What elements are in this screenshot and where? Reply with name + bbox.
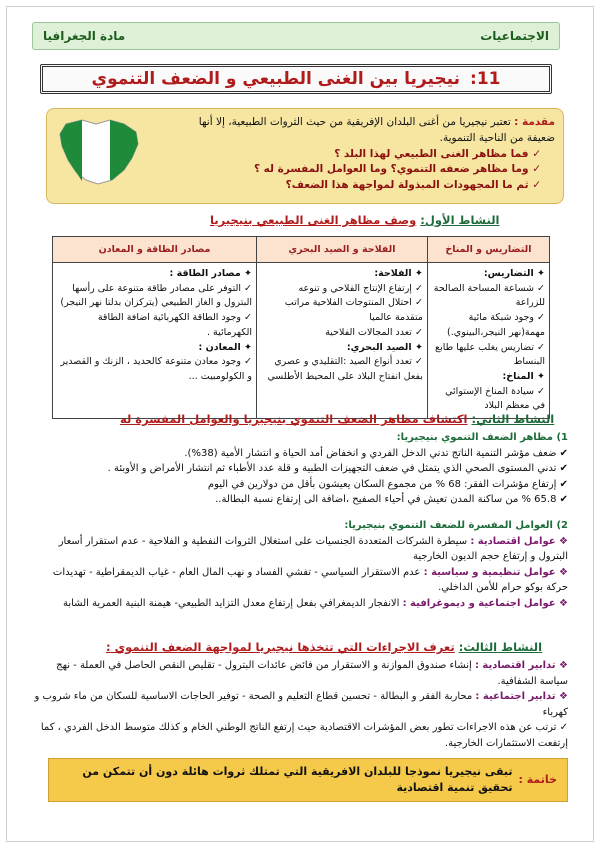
conclusion-key: خاتمة :: [518, 772, 557, 786]
table-cell-energy: ✦ مصادر الطاقة : ✓ التوفر على مصادر طاقة متنوعة على رأسها البترول و الغاز الطبيعي (يتركزان بدلتا نهر النيجر) ✓ وجود الطاقة الكهربائية اضافة الطاقة الكهرمائية . ✦ المعادن : ✓ وجود معادن متنوعة كالحديد ، الزنك و القصدير و الكولومبيت ...: [53, 263, 257, 419]
table-header-energy: مصادر الطاقة و المعادن: [53, 237, 257, 263]
activity-3-heading: النشاط الثالث: تعرف الاجراءات التي تتخذها نيجيريا لمواجهة الضعف التنموي :: [106, 640, 543, 654]
table-header-relief: التضاريس و المناخ: [427, 237, 549, 263]
header-bar: [32, 22, 560, 50]
natural-wealth-table: [52, 236, 550, 419]
lesson-title: [40, 64, 552, 94]
activity-2-heading: النشاط الثاني: اكتشاف مظاهر الضعف التنموي بنيجيريا والعوامل المفسرة له: [120, 412, 555, 426]
intro-key: مقدمة :: [514, 116, 555, 128]
table-cell-relief: ✦ التضاريس: ✓ شساعة المساحة الصالحة للزراعة ✓ وجود شبكة مائية مهمة(نهر النيجر،البينوي.) ✓ تضاريس يغلب عليها طابع البنساط ✦ المناخ: ✓ سيادة المناخ الإستوائي في معظم البلاد: [427, 263, 549, 419]
factors-title: 2) العوامل المفسرة للضعف التنموي بنيجيريا:: [344, 520, 568, 531]
conclusion-text: تبقى نيجيريا نموذجا للبلدان الافريقية التي تمتلك ثروات هائلة دون أن تتمكن من تحقيق تنمية اقتصادية: [82, 764, 513, 794]
weakness-title: 1) مظاهر الضعف التنموي بنيجيريا:: [396, 432, 568, 443]
weakness-section: [34, 430, 568, 508]
lesson-number: 11:: [470, 69, 501, 89]
factor-economic: ❖ عوامل اقتصادية : سيطرة الشركات المتعددة الجنسيات على استغلال الثروات النفطية و الفلاحية - عدم استقرار أسعار البترول و إرتفاع حجم الديون الخارجية: [58, 535, 568, 562]
nigeria-map-icon: [52, 114, 144, 188]
measure-social: ❖ تدابير اجتماعية : محاربة الفقر و البطالة - تحسين قطاع التعليم و الصحة - توفير الحاجات الاساسية للسكان من ماء شروب و كهرباء: [34, 691, 568, 718]
measure-result: ✓ ترتب عن هذه الاجراءات تطور بعض المؤشرات الاقتصادية حيث إرتفع الناتج الوطني الخام و كذلك متوسط الدخل الفردي ، كما إرتفعت الاستثمارات الخارجية.: [40, 722, 568, 749]
subject-label: الاجتماعيات: [480, 29, 549, 43]
weakness-item: ✔ إرتفاع مؤشرات الفقر: 68 % من مجموع السكان يعيشون بأقل من دولارين في اليوم: [207, 478, 568, 490]
intro-question-2: ✓ وما مظاهر ضعفه التنموي؟ وما العوامل المفسرة له ؟: [253, 163, 541, 176]
intro-question-1: ✓ فما مظاهر الغنى الطبيعي لهذا البلد ؟: [334, 147, 541, 160]
table-cell-agriculture: ✦ الفلاحة: ✓ إرتفاع الإنتاج الفلاحي و تنوعه ✓ احتلال المنتوجات الفلاحية مراتب متقدمة عالميا ✓ تعدد المجالات الفلاحية ✦ الصيد البحري: ✓ تعدد أنواع الصيد :التقليدي و عصري بفعل انفتاح البلاد على المحيط الأطلسي: [256, 263, 427, 419]
course-label: مادة الجغرافيا: [43, 29, 126, 43]
measure-economic: ❖ تدابير اقتصادية : إنشاء صندوق الموازنة و الاستقرار من فائض عائدات البترول - تقليص النقص الحاصل في العملة - نهج سياسة الشفافية.: [56, 660, 568, 687]
factor-social: ❖ عوامل اجتماعية و ديموغرافية : الانفجار الديمغرافي بفعل إرتفاع معدل التزايد الطبيعي- هيمنة البنية العمرية الشابة: [62, 597, 568, 609]
activity-1-heading: النشاط الأول: وصف مظاهر الغنى الطبيعي بنيجيريا: [210, 213, 500, 227]
weakness-item: ✔ ضعف مؤشر التنمية الناتج تدني الدخل الفردي و انخفاض أمد الحياة و انتشار الأمية (38%).: [184, 447, 568, 459]
weakness-item: ✔ 65.8 % من ساكنة المدن تعيش في أحياء الصفيح ،اضافة الى إرتفاع نسبة البطالة..: [215, 494, 568, 505]
weakness-item: ✔ تدني المستوى الصحي الذي يتمثل في ضعف التجهيزات الطبية و قلة عدد الأطباء ثم انتشار الأمراض و الأوبئة .: [107, 463, 568, 474]
conclusion-box: [48, 758, 568, 802]
factor-political: ❖ عوامل تنظيمية و سياسية : عدم الاستقرار السياسي - تفشي الفساد و نهب المال العام - غياب الديمقراطية - تهديدات حركة بوكو حرام للأمن الداخلي.: [52, 566, 568, 593]
factors-section: [34, 518, 568, 611]
intro-line-1: مقدمة : تعتبر نيجيريا من أغنى البلدان الإفريقية من حيث الثروات الطبيعية، إلا أنها: [198, 116, 555, 128]
measures-section: [34, 658, 568, 751]
table-header-agriculture: الفلاحة و الصيد البحري: [256, 237, 427, 263]
lesson-title-text: نيجيريا بين الغنى الطبيعي و الضعف التنموي: [91, 69, 460, 89]
intro-line-2: ضعيفة من الناحية التنموية.: [439, 131, 555, 144]
intro-question-3: ✓ ثم ما المجهودات المبذولة لمواجهة هذا الضعف؟: [285, 179, 541, 191]
